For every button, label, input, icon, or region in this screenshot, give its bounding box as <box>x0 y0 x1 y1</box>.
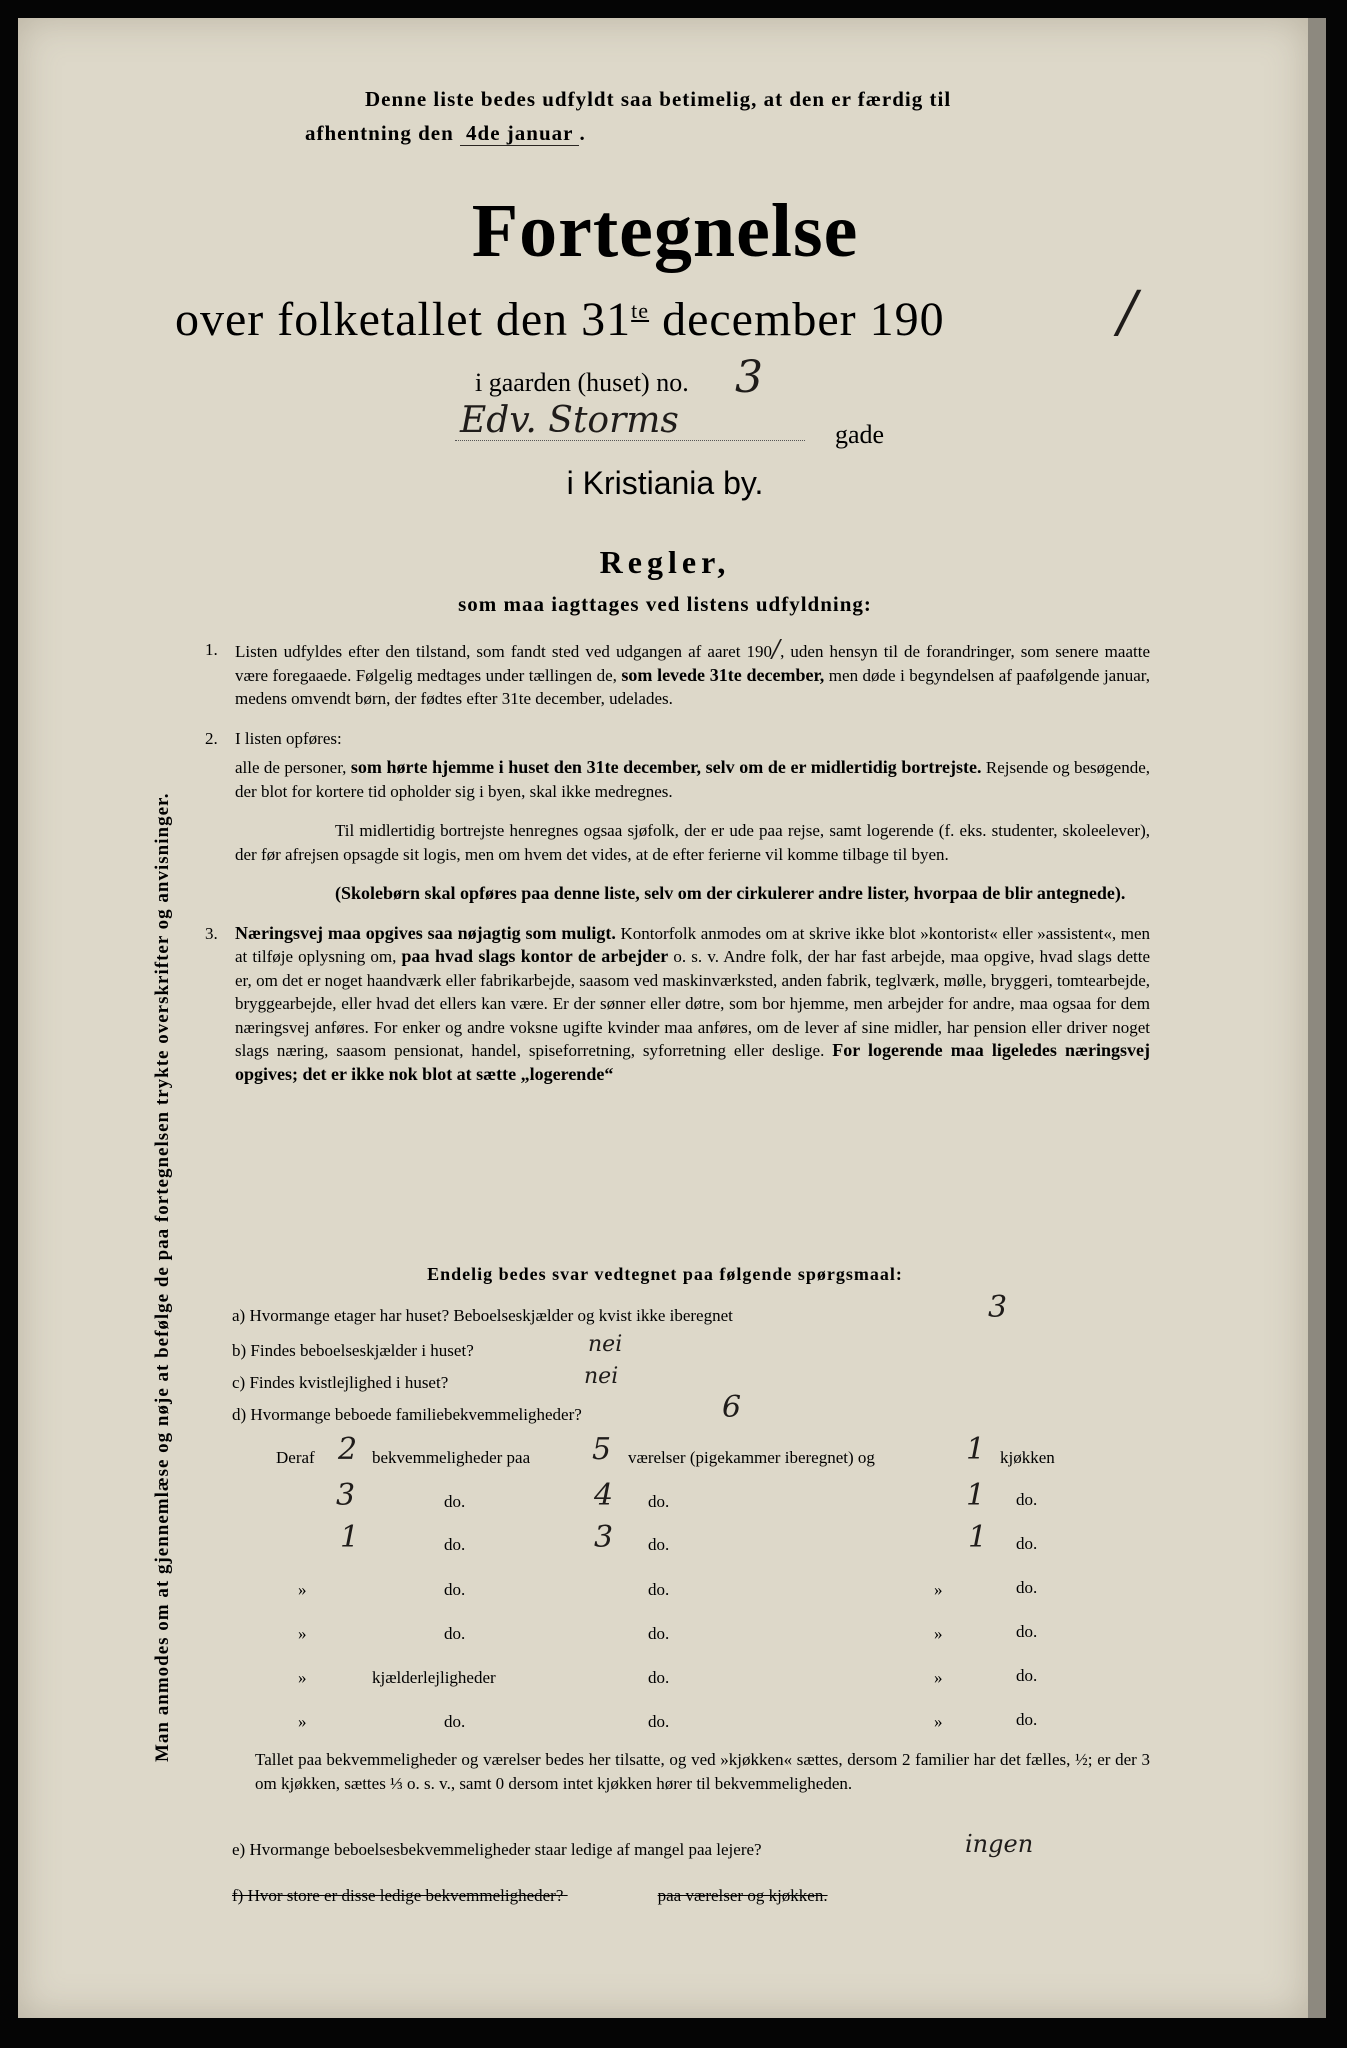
table-row3-rooms: 3 <box>594 1520 614 1555</box>
rules-heading: Regler, <box>599 544 731 580</box>
rule-number: 2. <box>205 728 218 748</box>
table-row1-kitchen: 1 <box>966 1432 986 1467</box>
question-c: c) Findes kvistlejlighed i huset? <box>232 1373 449 1392</box>
table-row1-count: 2 <box>338 1432 358 1467</box>
table-row1-rooms: 5 <box>592 1432 612 1467</box>
table-do: do. <box>648 1535 670 1554</box>
table-row3-kitchen: 1 <box>968 1520 988 1555</box>
rule-text: I listen opføres: <box>235 728 342 748</box>
house-number-handwritten: 3 <box>735 352 763 403</box>
rule-year-handwritten: / <box>772 635 781 663</box>
table-do: do. <box>444 1535 466 1554</box>
answer-e: ingen <box>965 1830 1034 1858</box>
question-f-struck <box>232 1886 1142 1906</box>
page-subtitle <box>175 292 945 347</box>
vertical-margin-note: Man anmodes om at gjennemlæse og nøje at befølge de paa fortegnelsen trykte overskrifter og anvisninger. <box>152 792 173 1762</box>
table-do: do. <box>648 1712 670 1731</box>
rule-bold-text: (Skolebørn skal opføres paa denne liste, selv om der cirkulerer andre lister, hvorpaa de blir antegnede). <box>335 883 1126 903</box>
rule-bold-text: Næringsvej maa opgives saa nøjagtig som muligt. <box>235 922 616 943</box>
street-suffix: gade <box>835 420 885 449</box>
table-quote: » <box>298 1712 307 1731</box>
answer-b: nei <box>588 1332 623 1357</box>
question-f: f) Hvor store er disse ledige bekvemmeligheder? <box>232 1886 564 1905</box>
rule-text: o. s. v. Andre folk, der har fast arbejde, maa opgive, hvad slags dette er, om det er noget haandværk eller fabrikarbejde, saasom ved maskinværksted, anden fabrik, teglværk, mølle, bryggeri, tomtearbejde, bryggearbejde, eller hvad det ellers kan være. Er der sønner eller døtre, som bor hjemme, men arbejder for andre, maa ogsaa for dem næringsvej anføres. For enker og andre voksne ugifte kvinder maa anføres, om de lever af sine midler, har pension eller driver noget slags næring, saasom pensionat, handel, spiseforretning, syforretning eller deslige. <box>235 947 1150 1060</box>
table-vaer-header: værelser (pigekammer iberegnet) og <box>628 1448 875 1467</box>
rule-text: Kontorfolk anmodes om at skrive ikke blot »kontorist« eller »assistent«, men at tilføje oplysning om, <box>235 923 1150 966</box>
rules-subheading: som maa iagttages ved listens udfyldning: <box>458 592 872 616</box>
table-note: Tallet paa bekvemmeligheder og værelser bedes her tilsatte, og ved »kjøkken« sættes, dersom 2 familier har det fælles, ½; er der 3 om kjøkken, sættes ⅓ o. s. v., samt 0 dersom intet kjøkken hører til bekvemmeligheden. <box>255 1750 1150 1793</box>
rule-2 <box>205 727 1150 906</box>
answer-a: 3 <box>988 1290 1008 1325</box>
year-handwritten: / <box>1118 280 1137 345</box>
subtitle-sup: te <box>631 298 650 323</box>
table-do: do. <box>1016 1622 1038 1641</box>
rule-text: Til midlertidig bortrejste henregnes ogsaa sjøfolk, der er ude paa rejse, samt logerende (f. eks. studenter, skoleelever), der før afrejsen opsagde sit logis, men om hvem det vides, at de efter ferierne vil komme tilbage til byen. <box>235 821 1150 864</box>
rule-text: men døde i begyndelsen af paafølgende januar, medens omvendt børn, der fødtes efter 31te december, udelades. <box>235 665 1150 708</box>
rule-text: , uden hensyn til de forandringer, som senere maatte være foregaaede. Følgelig medtages under tællingen de, <box>235 642 1150 685</box>
deadline-date: 4de januar <box>460 121 579 146</box>
table-quote: » <box>934 1712 943 1731</box>
street-name-handwritten: Edv. Storms <box>460 400 679 441</box>
rule-1 <box>205 635 1150 711</box>
table-do: do. <box>1016 1578 1038 1597</box>
table-do: do. <box>648 1668 670 1687</box>
collection-notice <box>305 82 1165 150</box>
notice-prefix: afhentning den <box>305 121 454 145</box>
table-quote: » <box>934 1580 943 1599</box>
question-f-tail: paa værelser og kjøkken. <box>657 1886 828 1905</box>
rule-bold-text: som hørte hjemme i huset den 31te december, selv om de er midlertidig bortrejste. <box>350 757 982 777</box>
house-label: i gaarden (huset) no. <box>475 368 689 397</box>
table-quote: » <box>298 1624 307 1643</box>
table-do: do. <box>444 1624 466 1643</box>
table-do: do. <box>1016 1710 1038 1729</box>
table-do: do. <box>1016 1534 1038 1553</box>
table-do: do. <box>648 1624 670 1643</box>
table-do: do. <box>1016 1666 1038 1685</box>
table-quote: » <box>298 1580 307 1599</box>
answer-d: 6 <box>722 1390 742 1425</box>
subtitle-text: over folketallet den 31 <box>175 293 632 346</box>
question-d: d) Hvormange beboede familiebekvemmeligheder? <box>232 1405 582 1424</box>
table-quote: » <box>934 1624 943 1643</box>
rule-text: alle de personer, <box>235 758 347 777</box>
table-do: do. <box>444 1492 466 1511</box>
rule-number: 1. <box>205 640 218 659</box>
page-edge <box>1308 18 1326 2018</box>
table-row3-count: 1 <box>340 1520 360 1555</box>
notice-line-1: Denne liste bedes udfyldt saa betimelig, at den er færdig til <box>365 87 952 111</box>
table-row2-count: 3 <box>336 1478 356 1513</box>
rule-paragraph <box>235 756 1150 803</box>
table-row2-rooms: 4 <box>594 1478 614 1513</box>
table-do: do. <box>444 1580 466 1599</box>
rule-text: Listen udfyldes efter den tilstand, som fandt sted ved udgangen af aaret 190 <box>235 642 772 661</box>
table-deraf: Deraf <box>276 1448 315 1467</box>
questions-heading: Endelig bedes svar vedtegnet paa følgende spørgsmaal: <box>427 1264 903 1284</box>
table-do: do. <box>648 1492 670 1511</box>
table-bekv-header: bekvemmeligheder paa <box>372 1448 531 1467</box>
rule-bold-text: som levede 31te december, <box>621 664 825 685</box>
city-label: i Kristiania by. <box>566 465 764 501</box>
table-quote: » <box>298 1668 307 1687</box>
question-a: a) Hvormange etager har huset? Beboelseskjælder og kvist ikke iberegnet <box>232 1306 733 1325</box>
notice-suffix: . <box>579 121 586 145</box>
table-do: do. <box>444 1712 466 1731</box>
rule-text: Rejsende og besøgende, der blot for kortere tid opholder sig i byen, skal ikke medregnes. <box>235 758 1150 801</box>
table-do: do. <box>648 1580 670 1599</box>
question-b: b) Findes beboelseskjælder i huset? <box>232 1341 474 1360</box>
table-quote: » <box>934 1668 943 1687</box>
table-do: do. <box>1016 1490 1038 1509</box>
rule-bold-text: paa hvad slags kontor de arbejder <box>401 946 669 966</box>
table-row2-kitchen: 1 <box>966 1478 986 1513</box>
rule-number: 3. <box>205 923 218 943</box>
notice-line-2 <box>305 116 1165 150</box>
table-kjaelder: kjælderlejligheder <box>372 1668 496 1687</box>
page-title: Fortegnelse <box>471 189 859 273</box>
rule-3 <box>205 922 1150 1087</box>
rules-list <box>205 635 1151 1086</box>
table-kjok-header: kjøkken <box>1000 1448 1055 1467</box>
rule-bold-text: For logerende maa ligeledes næringsvej opgives; det er ikke nok blot at sætte „logerende“ <box>235 1040 1151 1084</box>
question-e: e) Hvormange beboelsesbekvemmeligheder staar ledige af mangel paa lejere? <box>232 1840 762 1859</box>
answer-c: nei <box>584 1364 619 1389</box>
subtitle-rest: december 190 <box>649 293 945 346</box>
